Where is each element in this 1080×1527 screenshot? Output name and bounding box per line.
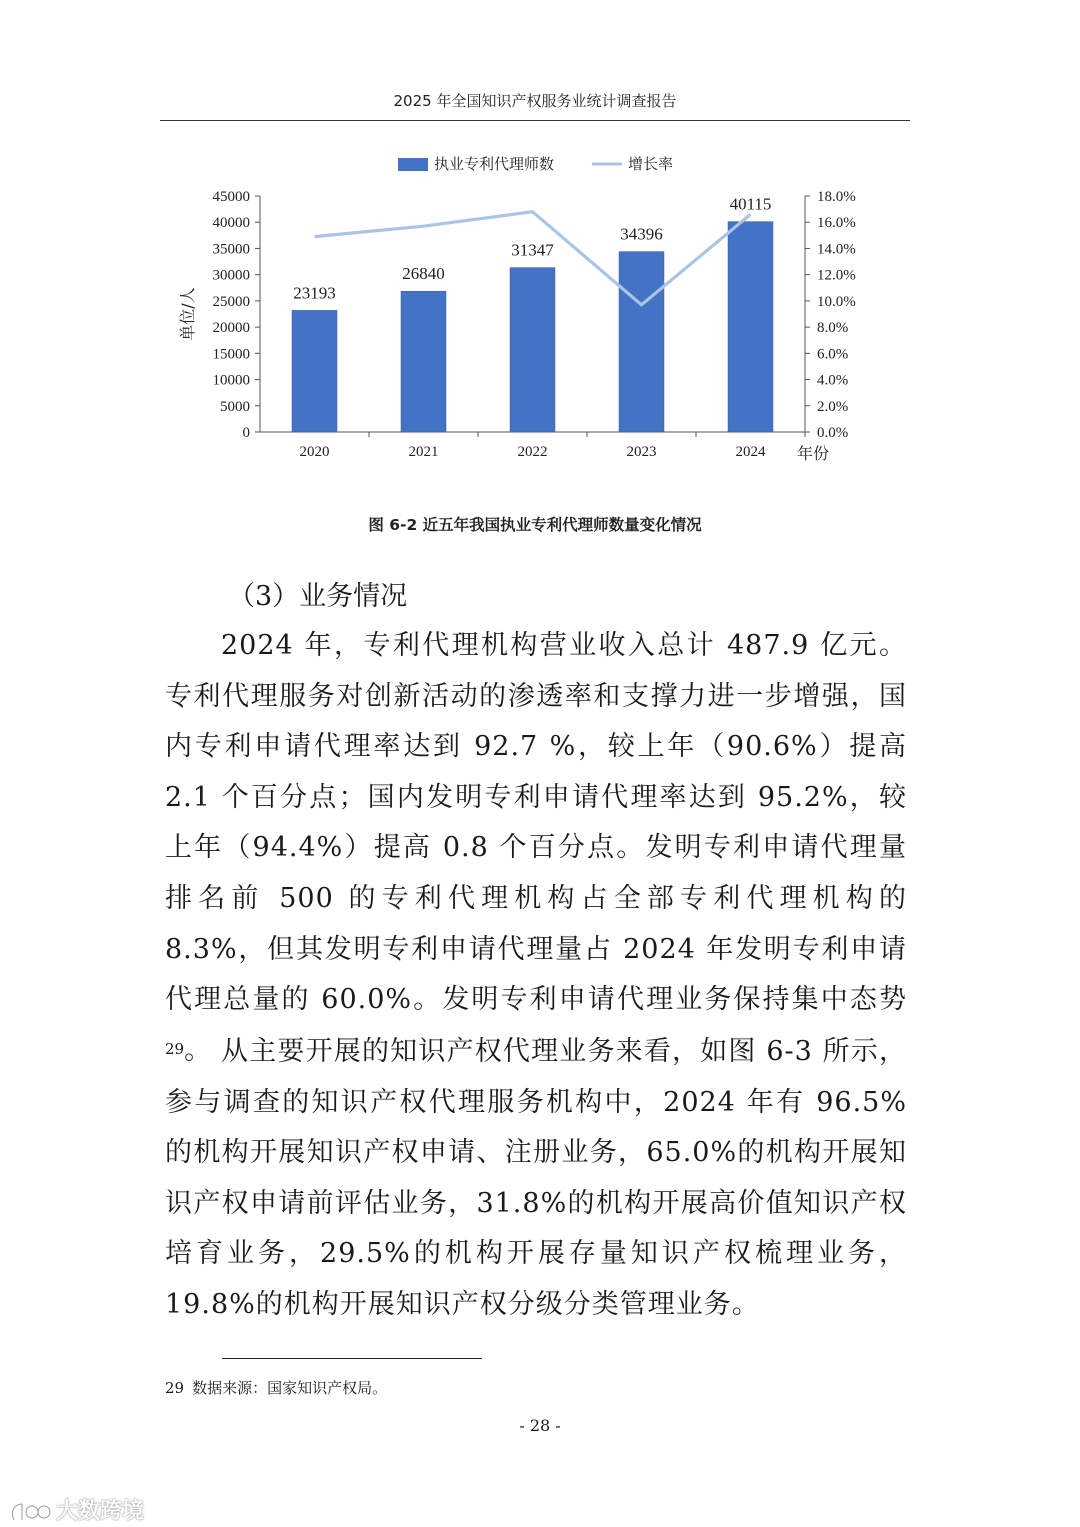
- x-tick-label: 2020: [299, 444, 330, 460]
- legend-line-label: 增长率: [628, 155, 674, 173]
- y2-tick-label: 14.0%: [817, 241, 856, 258]
- y2-tick-label: 10.0%: [817, 293, 856, 310]
- watermark-logo-icon: [8, 1500, 52, 1524]
- bar: [401, 291, 446, 432]
- legend-bar-swatch: [398, 158, 428, 171]
- y2-tick-label: 2.0%: [817, 398, 849, 415]
- paragraph-1: [165, 621, 907, 1076]
- paragraph-1-text: 2024 年，专利代理机构营业收入总计 487.9 亿元。专利代理服务对创新活动的渗透率和支撑力进一步增强，国内专利申请代理率达到 92.7 %，较上年（90.6%）提高 2.1 个百分点；国内发明专利申请代理率达到 95.2%，较上年（94.4%）提高 0.8 个百分点。发明专利申请代理量排名前 500 的专利代理机构占全部专利代理机构的 8.3%，但其发明专利申请代理量占 2024 年发明专利申请代理总量的 60.0%。发明专利申请代理业务保持集中态势: [165, 630, 907, 1016]
- paragraph-2: 从主要开展的知识产权代理业务来看，如图 6-3 所示，参与调查的知识产权代理服务机构中，2024 年有 96.5%的机构开展知识产权申请、注册业务，65.0%的机构开展知识产权申请前评估业务，31.8%的机构开展高价值知识产权培育业务，29.5%的机构开展存量知识产权梳理业务，19.8%的机构开展知识产权分级分类管理业务。: [165, 1036, 907, 1320]
- bar-data-label: 23193: [293, 283, 336, 303]
- x-tick-label: 2021: [408, 444, 439, 460]
- watermark-text: 大数跨境: [56, 1499, 145, 1524]
- y-tick-label: 20000: [212, 320, 250, 337]
- y2-tick-label: 4.0%: [817, 372, 849, 389]
- x-tick-label: 2024: [735, 444, 766, 460]
- running-header: 2025 年全国知识产权服务业统计调查报告: [393, 92, 677, 110]
- footnote-ref[interactable]: 29: [165, 1039, 185, 1058]
- y-tick-label: 5000: [220, 398, 250, 415]
- bar-data-label: 31347: [511, 240, 554, 260]
- y-tick-label: 30000: [212, 267, 250, 284]
- bar: [292, 310, 337, 432]
- bar-line-chart: [160, 148, 880, 478]
- bar: [728, 222, 773, 432]
- x-tick-label: 2022: [517, 444, 548, 460]
- bar-data-label: 40115: [729, 194, 772, 214]
- bar: [619, 252, 664, 432]
- paragraph-1-end: 。: [184, 1034, 213, 1066]
- y-axis-title: 单位/人: [178, 287, 197, 341]
- y-tick-label: 10000: [212, 372, 250, 389]
- y-tick-label: 40000: [212, 215, 250, 232]
- page-number: - 28 -: [519, 1416, 561, 1435]
- y-tick-label: 15000: [212, 346, 250, 363]
- y2-tick-label: 12.0%: [817, 267, 856, 284]
- figure-caption: 图 6-2 近五年我国执业专利代理师数量变化情况: [368, 516, 702, 534]
- y-tick-label: 45000: [212, 189, 250, 205]
- bar-data-label: 34396: [620, 224, 663, 244]
- footnote-rule: [222, 1358, 482, 1359]
- bar-data-label: 26840: [402, 264, 445, 284]
- y2-tick-label: 6.0%: [817, 346, 849, 363]
- y-tick-label: 35000: [212, 241, 250, 258]
- y2-tick-label: 16.0%: [817, 215, 856, 232]
- header-rule: [160, 120, 910, 121]
- watermark: [8, 1494, 144, 1525]
- y2-tick-label: 18.0%: [817, 189, 856, 205]
- x-axis-title: 年份: [797, 444, 830, 463]
- x-tick-label: 2023: [626, 444, 657, 460]
- y2-tick-label: 0.0%: [817, 425, 849, 441]
- bar: [510, 268, 555, 432]
- legend-bar-label: 执业专利代理师数: [434, 155, 555, 173]
- footnote-text: 数据来源：国家知识产权局。: [192, 1379, 388, 1397]
- y-tick-label: 0: [242, 425, 250, 441]
- y2-tick-label: 8.0%: [817, 320, 849, 337]
- section-heading: （3）业务情况: [228, 581, 408, 612]
- footnote-number: 29: [165, 1379, 185, 1397]
- y-tick-label: 25000: [212, 293, 250, 310]
- footnote: [165, 1377, 395, 1398]
